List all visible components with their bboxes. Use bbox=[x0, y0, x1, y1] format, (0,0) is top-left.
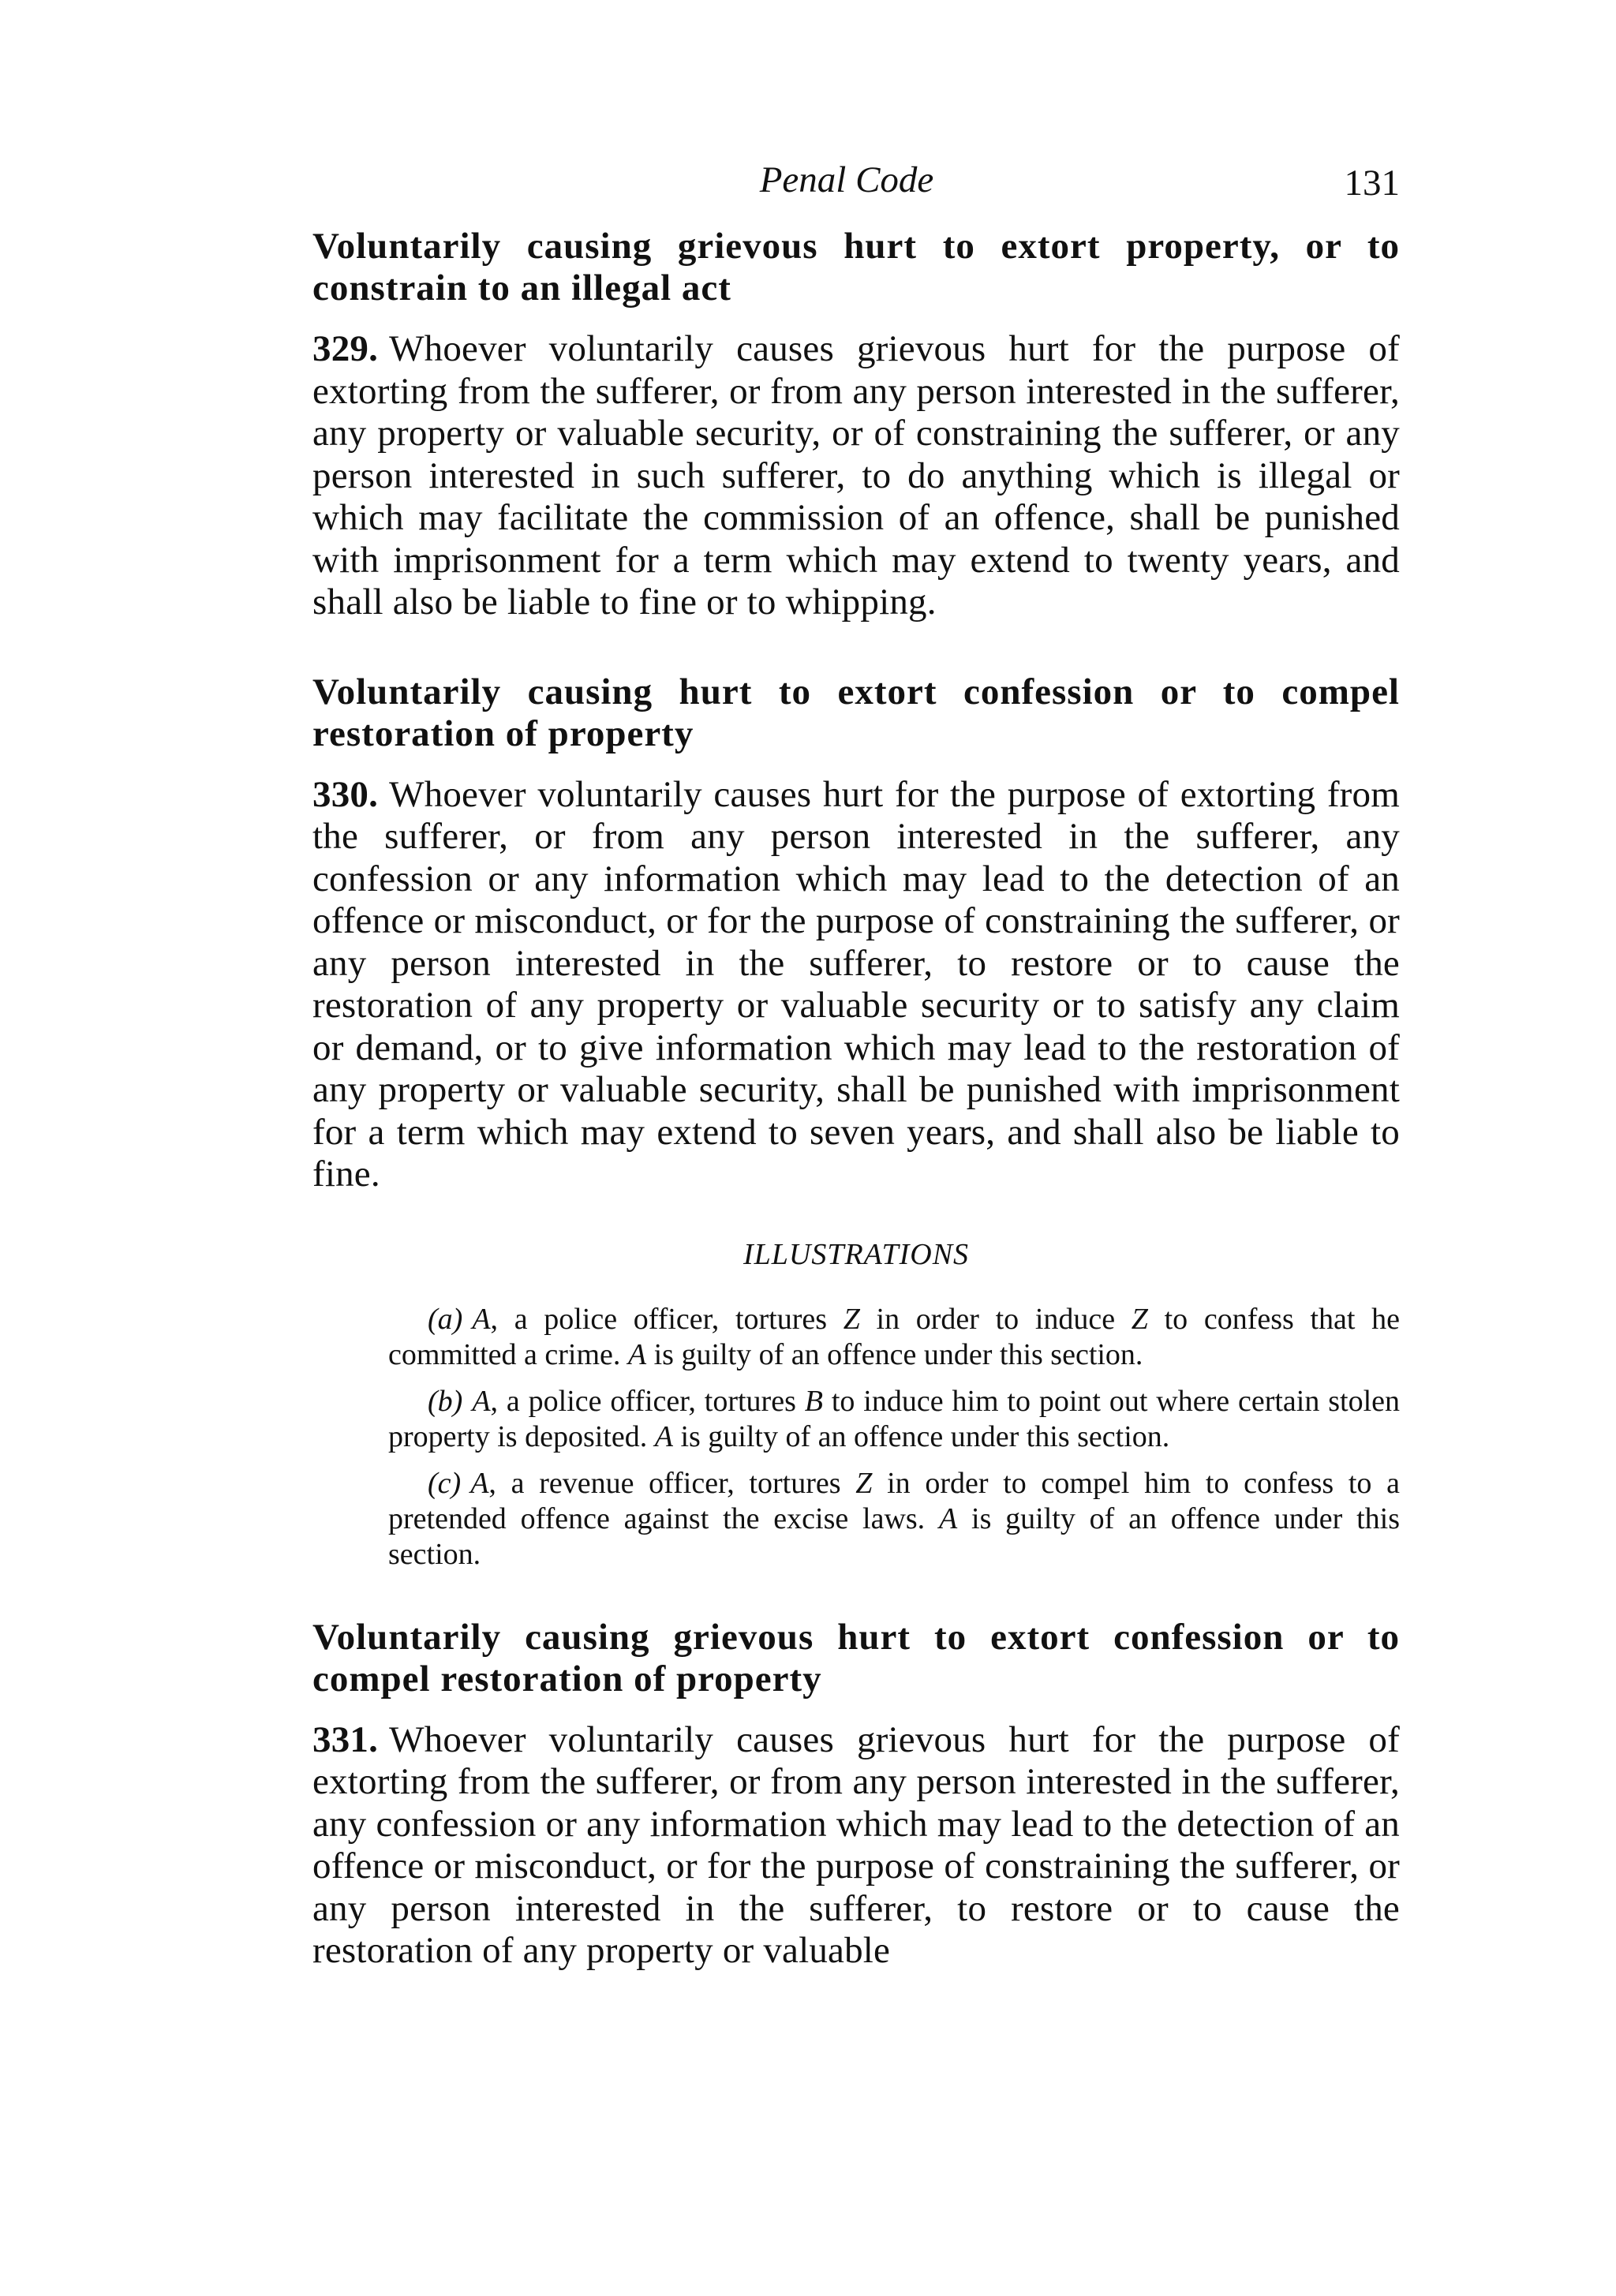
section-text: Whoever voluntarily causes grievous hurt for the purpose of extorting from the sufferer, or from any person interested in the sufferer, any property or valuable security, or of constraining the sufferer, or any person interested in such sufferer, to do anything which is illegal or which may facilitate the commission of an offence, shall be punished with imprisonment for a term which may extend to twenty years, and shall also be liable to fine or to whipping. bbox=[312, 328, 1400, 623]
illustration-letter: (b) bbox=[428, 1384, 463, 1418]
section-number: 331. bbox=[312, 1718, 379, 1760]
section-text: Whoever voluntarily causes hurt for the purpose of extorting from the sufferer, or from any person interested in the sufferer, any confession or any information which may lead to the detection of an offence or misconduct, or for the purpose of constraining the sufferer, or any person interested in the sufferer, to restore or to cause the restoration of any property or valuable security or to satisfy any claim or demand, or to give information which may lead to the restoration of any property or valuable security, shall be punished with imprisonment for a term which may extend to seven years, and shall also be liable to fine. bbox=[312, 773, 1400, 1195]
illustration-text: A, a police officer, tortures Z in order to induce Z to confess that he committed a crime. A is guilty of an offence under this section. bbox=[388, 1302, 1400, 1371]
section-number: 330. bbox=[312, 773, 379, 815]
section-number: 329. bbox=[312, 328, 379, 369]
illustrations-title: ILLUSTRATIONS bbox=[743, 1237, 970, 1271]
section-331 bbox=[312, 1617, 1400, 1973]
illustration-letter: (a) bbox=[428, 1302, 463, 1336]
page-number: 131 bbox=[1344, 163, 1400, 204]
illustrations-list bbox=[312, 1302, 1400, 1572]
section-heading: Voluntarily causing grievous hurt to extort confession or to compel restoration of property bbox=[312, 1616, 1400, 1700]
section-329 bbox=[312, 226, 1400, 624]
illustration-text: A, a police officer, tortures B to induce him to point out where certain stolen property is deposited. A is guilty of an offence under this section. bbox=[388, 1384, 1400, 1453]
illustration-letter: (c) bbox=[428, 1466, 462, 1500]
illustration-item bbox=[388, 1384, 1400, 1455]
document-page bbox=[312, 155, 1400, 1973]
section-330 bbox=[312, 671, 1400, 1572]
section-body bbox=[312, 1719, 1400, 1973]
section-heading: Voluntarily causing grievous hurt to extort property, or to constrain to an illegal act bbox=[312, 226, 1400, 309]
section-text: Whoever voluntarily causes grievous hurt for the purpose of extorting from the sufferer, or from any person interested in the sufferer, any confession or any information which may lead to the detection of an offence or misconduct, or for the purpose of constraining the sufferer, or any person interested in the sufferer, to restore or to cause the restoration of any property or valuable bbox=[312, 1718, 1400, 1971]
section-body bbox=[312, 328, 1400, 624]
illustration-item bbox=[388, 1302, 1400, 1373]
section-body bbox=[312, 774, 1400, 1196]
section-heading: Voluntarily causing hurt to extort confession or to compel restoration of property bbox=[312, 671, 1400, 754]
illustration-item bbox=[388, 1466, 1400, 1572]
running-header bbox=[312, 155, 1400, 210]
running-title: Penal Code bbox=[759, 159, 934, 200]
illustration-text: A, a revenue officer, tortures Z in order to compel him to confess to a pretended offence against the excise laws. A is guilty of an offence under this section. bbox=[388, 1466, 1401, 1571]
